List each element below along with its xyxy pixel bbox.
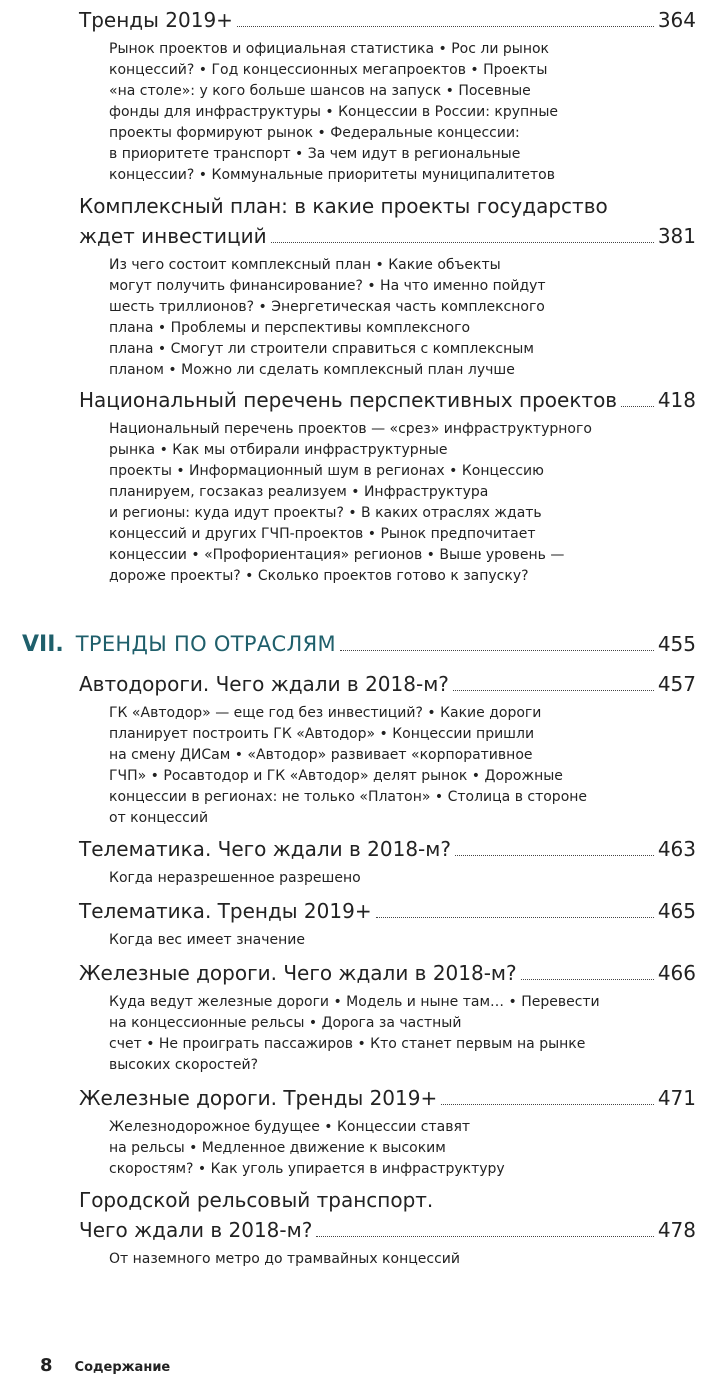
description-line: Национальный перечень проектов — «срез» инфраструктурного <box>109 421 592 437</box>
toc-entry <box>79 5 696 186</box>
description-line: дороже проекты? • Сколько проектов готово к запуску? <box>109 568 529 584</box>
description-line: планируем, госзаказ реализуем • Инфраструктура <box>109 484 489 500</box>
toc-entry-title: Тренды 2019+ <box>79 8 233 32</box>
description-line: на рельсы • Медленное движение к высоким <box>109 1140 446 1156</box>
toc-entry-page: 457 <box>657 672 696 696</box>
description-line: концессий? • Год концессионных мегапроектов • Проекты <box>109 62 548 78</box>
toc-entry-description <box>109 1249 589 1270</box>
dot-leader <box>441 1104 654 1105</box>
description-line: Когда неразрешенное разрешено <box>109 870 361 886</box>
description-line: ГЧП» • Росавтодор и ГК «Автодор» делят рынок • Дорожные <box>109 768 563 784</box>
description-line: планом • Можно ли сделать комплексный план лучше <box>109 362 515 378</box>
dot-leader <box>453 690 654 691</box>
toc-entry-page: 478 <box>657 1218 696 1242</box>
description-line: от концессий <box>109 810 209 826</box>
description-line: на смену ДИСам • «Автодор» развивает «корпоративное <box>109 747 533 763</box>
toc-entry-title-line <box>79 669 696 699</box>
footer-running-title: Содержание <box>74 1360 171 1375</box>
dot-leader <box>621 406 654 407</box>
toc-entry-title-line <box>79 896 696 926</box>
toc-entry-title: Автодороги. Чего ждали в 2018-м? <box>79 672 449 696</box>
toc-entry-page: 466 <box>657 961 696 985</box>
toc-entry-description <box>109 419 592 587</box>
description-line: и регионы: куда идут проекты? • В каких отраслях ждать <box>109 505 542 521</box>
section-heading <box>22 632 696 657</box>
description-line: на концессионные рельсы • Дорога за частный <box>109 1015 462 1031</box>
dot-leader <box>521 979 654 980</box>
toc-entry-page: 364 <box>657 8 696 32</box>
description-line: проекты • Информационный шум в регионах • Концессию <box>109 463 544 479</box>
toc-entry <box>79 191 696 381</box>
toc-entry-title-line <box>79 385 696 415</box>
toc-entry-description <box>109 39 589 186</box>
dot-leader <box>271 242 654 243</box>
description-line: проекты формируют рынок • Федеральные концессии: <box>109 125 520 141</box>
description-line: рынка • Как мы отбирали инфраструктурные <box>109 442 448 458</box>
toc-entry <box>79 834 696 889</box>
toc-entry-title: Национальный перечень перспективных проектов <box>79 388 618 412</box>
toc-entry-description <box>109 868 589 889</box>
toc-entry-title-line <box>79 958 696 988</box>
toc-entry-description <box>109 930 589 951</box>
description-line: планирует построить ГК «Автодор» • Концессии пришли <box>109 726 535 742</box>
toc-entry-title: Телематика. Чего ждали в 2018-м? <box>79 837 451 861</box>
toc-entry-page: 471 <box>657 1086 696 1110</box>
description-line: счет • Не проиграть пассажиров • Кто станет первым на рынке <box>109 1036 586 1052</box>
toc-entry-title-line <box>79 5 696 35</box>
toc-entry-description <box>109 703 589 829</box>
toc-entry <box>79 385 696 587</box>
description-line: Куда ведут железные дороги • Модель и ныне там… • Перевести <box>109 994 600 1010</box>
section-number: VII. <box>22 632 64 657</box>
description-line: плана • Смогут ли строители справиться с комплексным <box>109 341 534 357</box>
toc-entry-title-line <box>79 221 696 251</box>
toc-entry <box>79 669 696 829</box>
toc-entry-title: Железные дороги. Чего ждали в 2018-м? <box>79 961 517 985</box>
toc-entry-page: 418 <box>657 388 696 412</box>
dot-leader <box>237 26 654 27</box>
description-line: Когда вес имеет значение <box>109 932 305 948</box>
description-line: в приоритете транспорт • За чем идут в региональные <box>109 146 521 162</box>
description-line: высоких скоростей? <box>109 1057 259 1073</box>
description-line: плана • Проблемы и перспективы комплексного <box>109 320 471 336</box>
toc-entry-title: Городской рельсовый транспорт. <box>79 1188 434 1212</box>
section-title: ТРЕНДЫ ПО ОТРАСЛЯМ <box>75 632 336 656</box>
section-page: 455 <box>657 632 696 656</box>
toc-entry-page: 381 <box>657 224 696 248</box>
description-line: ГК «Автодор» — еще год без инвестиций? • Какие дороги <box>109 705 542 721</box>
footer-page-number: 8 <box>40 1355 53 1376</box>
description-line: концессии • «Профориентация» регионов • Выше уровень — <box>109 547 565 563</box>
dot-leader <box>340 650 654 651</box>
toc-entry-title-line <box>79 834 696 864</box>
toc-entry-title: Комплексный план: в какие проекты государство <box>79 194 608 218</box>
toc-entry-title-continued: Чего ждали в 2018-м? <box>79 1218 313 1242</box>
toc-entry-title: Железные дороги. Тренды 2019+ <box>79 1086 438 1110</box>
description-line: концессии? • Коммунальные приоритеты муниципалитетов <box>109 167 555 183</box>
toc-entry <box>79 1083 696 1180</box>
toc-entry <box>79 1185 696 1270</box>
toc-entry <box>79 896 696 951</box>
description-line: концессий и других ГЧП-проектов • Рынок предпочитает <box>109 526 536 542</box>
description-line: шесть триллионов? • Энергетическая часть комплексного <box>109 299 545 315</box>
page-footer <box>40 1355 170 1376</box>
toc-entry-page: 463 <box>657 837 696 861</box>
description-line: «на столе»: у кого больше шансов на запуск • Посевные <box>109 83 531 99</box>
toc-entry-title-line <box>79 1083 696 1113</box>
dot-leader <box>316 1236 653 1237</box>
toc-entry-title-continued: ждет инвестиций <box>79 224 267 248</box>
toc-entry <box>79 958 696 1076</box>
description-line: Железнодорожное будущее • Концессии ставят <box>109 1119 471 1135</box>
description-line: концессии в регионах: не только «Платон» • Столица в стороне <box>109 789 588 805</box>
toc-entry-description <box>109 255 589 381</box>
description-line: Рынок проектов и официальная статистика • Рос ли рынок <box>109 41 550 57</box>
toc-entry-description <box>109 1117 589 1180</box>
description-line: фонды для инфраструктуры • Концессии в России: крупные <box>109 104 558 120</box>
toc-entry-page: 465 <box>657 899 696 923</box>
toc-entry-title: Телематика. Тренды 2019+ <box>79 899 372 923</box>
description-line: скоростям? • Как уголь упирается в инфраструктуру <box>109 1161 505 1177</box>
description-line: Из чего состоит комплексный план • Какие объекты <box>109 257 501 273</box>
description-line: От наземного метро до трамвайных концессий <box>109 1251 460 1267</box>
description-line: могут получить финансирование? • На что именно пойдут <box>109 278 546 294</box>
dot-leader <box>376 917 654 918</box>
dot-leader <box>455 855 654 856</box>
toc-entry-title-line <box>79 1215 696 1245</box>
toc-entry-description <box>109 992 600 1076</box>
